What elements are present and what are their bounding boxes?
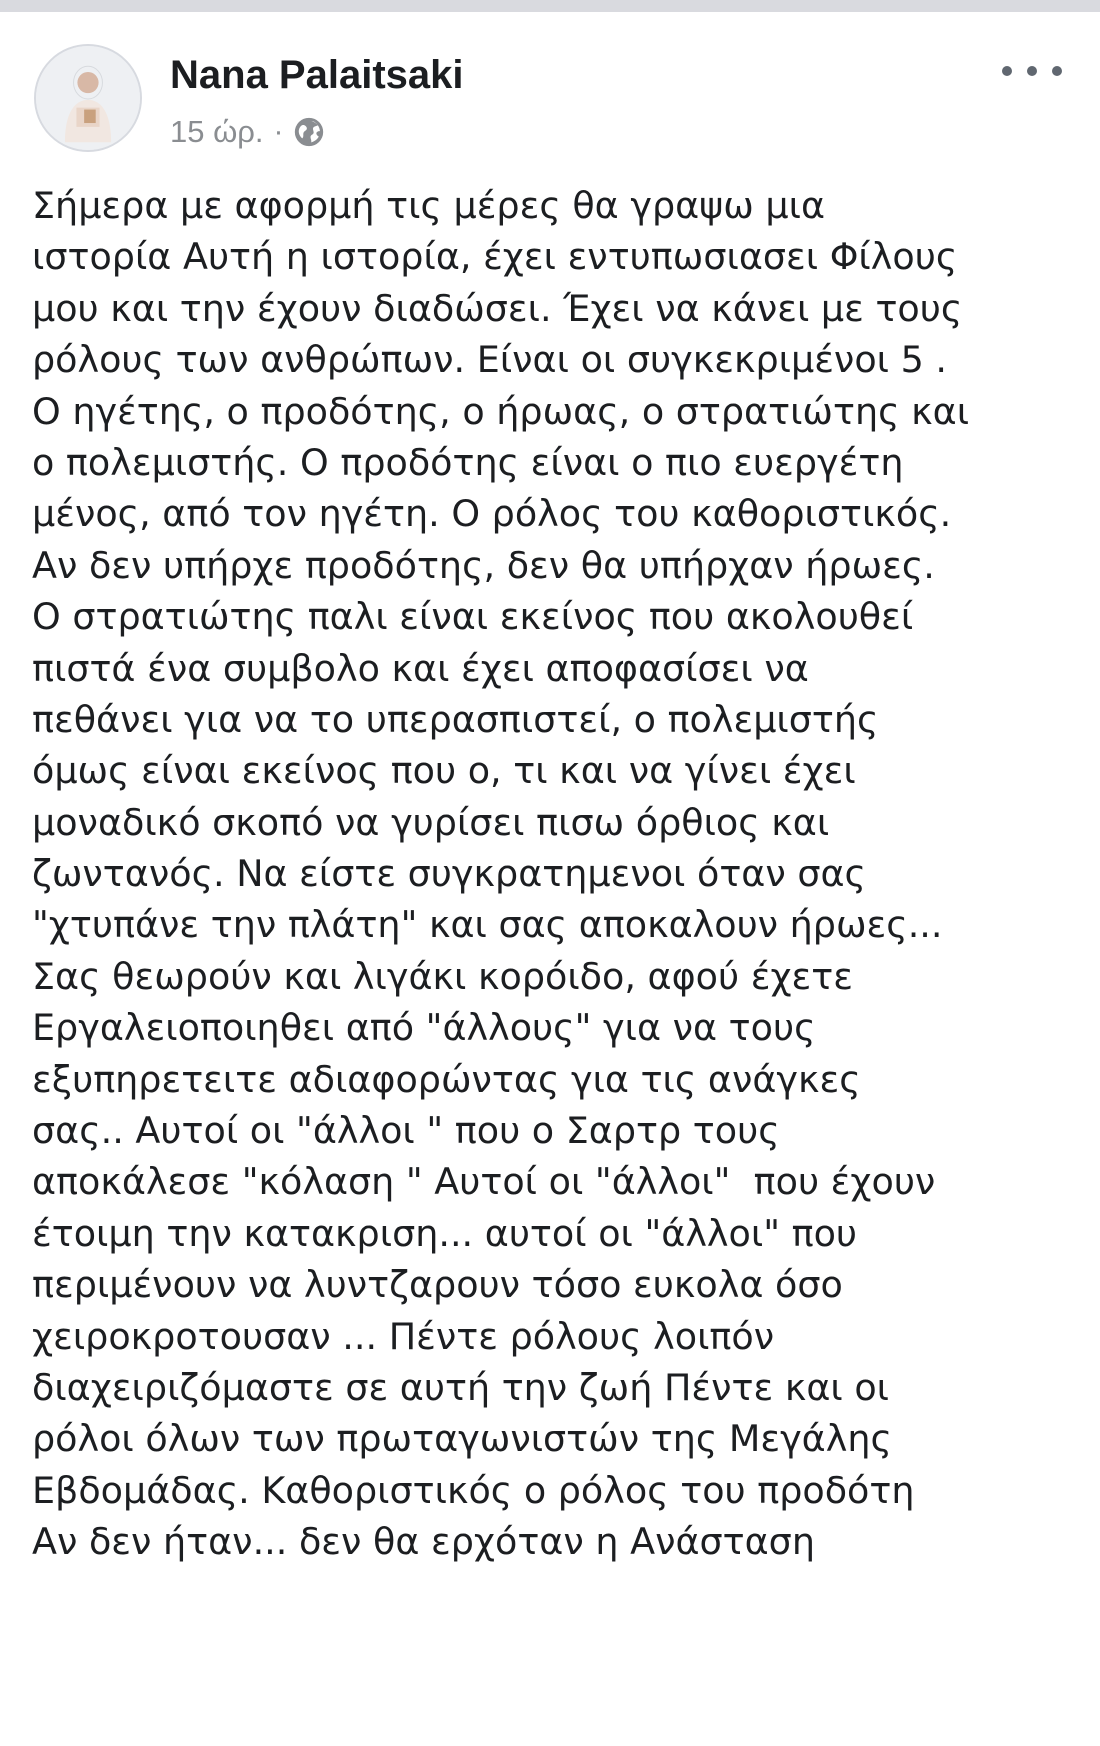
- post-text-line: όμως είναι εκείνος που ο, τι και να γίνει έχει: [32, 749, 856, 793]
- meta-separator: ·: [273, 115, 284, 148]
- post-text-line: χειροκροτουσαν ... Πέντε ρόλους λοιπόν: [32, 1314, 775, 1358]
- post-text-line: "χτυπάνε την πλάτη" και σας αποκαλουν ήρωες...: [32, 903, 943, 947]
- post-timestamp[interactable]: 15 ώρ.: [170, 114, 264, 149]
- more-options-icon: [1002, 66, 1012, 76]
- post-text-line: πεθάνει για να το υπερασπιστεί, ο πολεμιστής: [32, 697, 879, 741]
- post-text-line: πιστά ένα συμβολο και έχει αποφασίσει να: [32, 646, 809, 690]
- post-text-line: ζωντανός. Να είστε συγκρατημενοι όταν σας: [32, 852, 866, 896]
- post-text-line: Αν δεν ήταν... δεν θα ερχόταν η Ανάσταση: [32, 1520, 815, 1564]
- avatar-photo-icon: [36, 46, 140, 150]
- post-meta: [170, 112, 326, 152]
- post-text-line: Αν δεν υπήρχε προδότης, δεν θα υπήρχαν ήρωες.: [32, 543, 935, 587]
- post-text-line: ιστορία Αυτή η ιστορία, έχει εντυπωσιασει Φίλους: [32, 235, 958, 279]
- post-text-line: περιμένουν να λυντζαρουν τόσο ευκολα όσο: [32, 1263, 843, 1307]
- post-text-line: ρόλους των ανθρώπων. Είναι οι συγκεκριμένοι 5 .: [32, 338, 948, 382]
- post-text-line: Ο στρατιώτης παλι είναι εκείνος που ακολουθεί: [32, 595, 914, 639]
- post-text-line: Ο ηγέτης, ο προδότης, ο ήρωας, ο στρατιώτης και: [32, 389, 970, 433]
- post-text-line: ρόλοι όλων των πρωταγωνιστών της Μεγάλης: [32, 1417, 892, 1461]
- post-text-line: μου και την έχουν διαδώσει. Έχει να κάνει με τους: [32, 286, 963, 330]
- post-text-line: σας.. Αυτοί οι "άλλοι " που ο Σαρτρ τους: [32, 1109, 780, 1153]
- post-text-line: εξυπηρετειτε αδιαφορώντας για τις ανάγκες: [32, 1057, 861, 1101]
- more-options-icon: [1027, 66, 1037, 76]
- post-text-line: αποκάλεσε "κόλαση " Αυτοί οι "άλλοι" που έχουν: [32, 1160, 936, 1204]
- post-text-line: έτοιμη την κατακριση... αυτοί οι "άλλοι" που: [32, 1211, 858, 1255]
- more-options-icon: [1052, 66, 1062, 76]
- post-text-line: Εργαλειοποιηθει από "άλλους" για να τους: [32, 1006, 816, 1050]
- top-divider: [0, 0, 1100, 12]
- post-text-line: Σήμερα με αφορμή τις μέρες θα γραψω μια: [32, 184, 826, 227]
- avatar[interactable]: [34, 44, 142, 152]
- post-text-line: Σας θεωρούν και λιγάκι κορόιδο, αφού έχετε: [32, 954, 853, 998]
- post-body-text: [32, 180, 1077, 1568]
- globe-icon[interactable]: [292, 115, 326, 149]
- post-text-line: ο πολεμιστής. Ο προδότης είναι ο πιο ευεργέτη: [32, 440, 904, 484]
- post-text-line: μοναδικό σκοπό να γυρίσει πισω όρθιος και: [32, 800, 830, 844]
- post-text-line: μένος, από τον ηγέτη. Ο ρόλος του καθοριστικός.: [32, 492, 952, 536]
- post-text-line: Εβδομάδας. Καθοριστικός ο ρόλος του προδότη: [32, 1468, 915, 1512]
- post-text-line: διαχειριζόμαστε σε αυτή την ζωή Πέντε και οι: [32, 1365, 890, 1409]
- author-name[interactable]: Nana Palaitsaki: [170, 53, 464, 97]
- more-options-button[interactable]: [1002, 56, 1062, 86]
- post-header: [34, 44, 1074, 164]
